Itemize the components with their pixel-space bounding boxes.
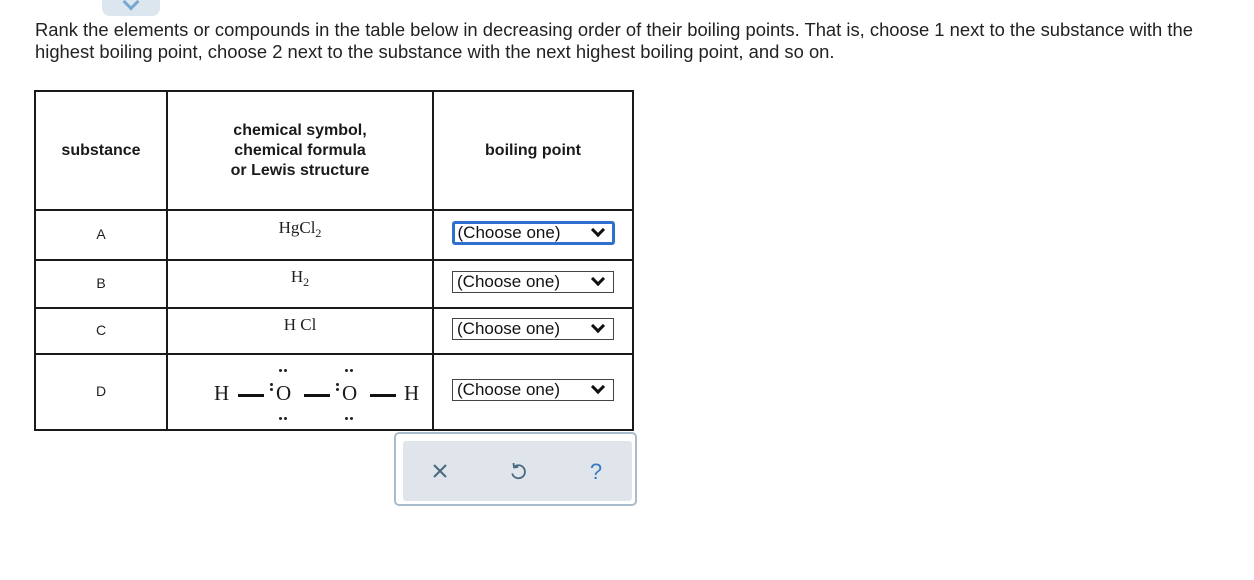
header-formula	[167, 91, 433, 210]
lewis-atom-o: O	[342, 381, 358, 405]
chemical-formula: H Cl	[283, 315, 317, 334]
chevron-down-icon	[591, 380, 605, 394]
header-formula-line3: or Lewis structure	[230, 161, 370, 179]
rank-select-c[interactable]: (Choose one)	[452, 318, 614, 340]
toolbar-panel	[403, 441, 632, 501]
boiling-point-cell	[433, 260, 633, 308]
lone-pair	[278, 417, 288, 421]
table-row	[35, 354, 633, 430]
header-substance: substance	[35, 91, 167, 210]
rank-select-b[interactable]: (Choose one)	[452, 271, 614, 293]
close-icon	[427, 458, 453, 484]
formula-cell	[167, 308, 433, 354]
formula-cell	[167, 260, 433, 308]
chemical-formula: $H_2$	[290, 266, 310, 289]
question-instructions: Rank the elements or compounds in the table below in decreasing order of their boiling points. That is, choose 1 next to the substance with the highest boiling point, choose 2 next to the substance with the next highest boiling point, and so on.	[35, 19, 1193, 62]
chevron-down-icon	[123, 0, 140, 10]
lone-pair	[336, 382, 340, 392]
rank-select-a[interactable]: (Choose one)	[452, 221, 615, 245]
lewis-bond	[370, 394, 396, 397]
rank-select-d[interactable]: (Choose one)	[452, 379, 614, 401]
lewis-structure	[190, 357, 420, 427]
table-row	[35, 308, 633, 354]
substance-letter: A	[35, 210, 167, 260]
help-glyph: ?	[589, 459, 603, 484]
answer-toolbar	[394, 432, 637, 506]
header-formula-line2: chemical formula	[234, 141, 366, 159]
boiling-point-cell	[433, 210, 633, 260]
clear-button[interactable]	[427, 458, 453, 484]
table-row	[35, 210, 633, 260]
lewis-atom-h: H	[404, 381, 420, 405]
lewis-bond	[304, 394, 330, 397]
chemical-formula: HgCl$_2$	[278, 217, 322, 240]
boiling-point-cell	[433, 308, 633, 354]
lone-pair	[270, 382, 274, 392]
lewis-structure-cell	[167, 354, 433, 430]
lone-pair	[278, 369, 288, 373]
substance-letter: B	[35, 260, 167, 308]
header-boiling-point: boiling point	[433, 91, 633, 210]
chevron-down-icon	[590, 223, 604, 237]
chevron-down-icon	[591, 272, 605, 286]
lewis-bond	[238, 394, 264, 397]
lone-pair	[344, 369, 354, 373]
boiling-point-cell	[433, 354, 633, 430]
ranking-table	[34, 90, 634, 431]
lone-pair	[344, 417, 354, 421]
help-button[interactable]	[583, 458, 609, 484]
undo-icon	[505, 458, 531, 484]
lewis-atom-h: H	[214, 381, 230, 405]
lewis-atom-o: O	[276, 381, 292, 405]
formula-cell	[167, 210, 433, 260]
undo-button[interactable]	[505, 458, 531, 484]
table-row	[35, 260, 633, 308]
collapse-tab[interactable]	[102, 0, 160, 16]
substance-letter: C	[35, 308, 167, 354]
table-header-row	[35, 91, 633, 210]
help-icon	[583, 458, 609, 484]
chevron-down-icon	[591, 319, 605, 333]
header-formula-line1: chemical symbol,	[233, 121, 367, 139]
substance-letter: D	[35, 354, 167, 430]
